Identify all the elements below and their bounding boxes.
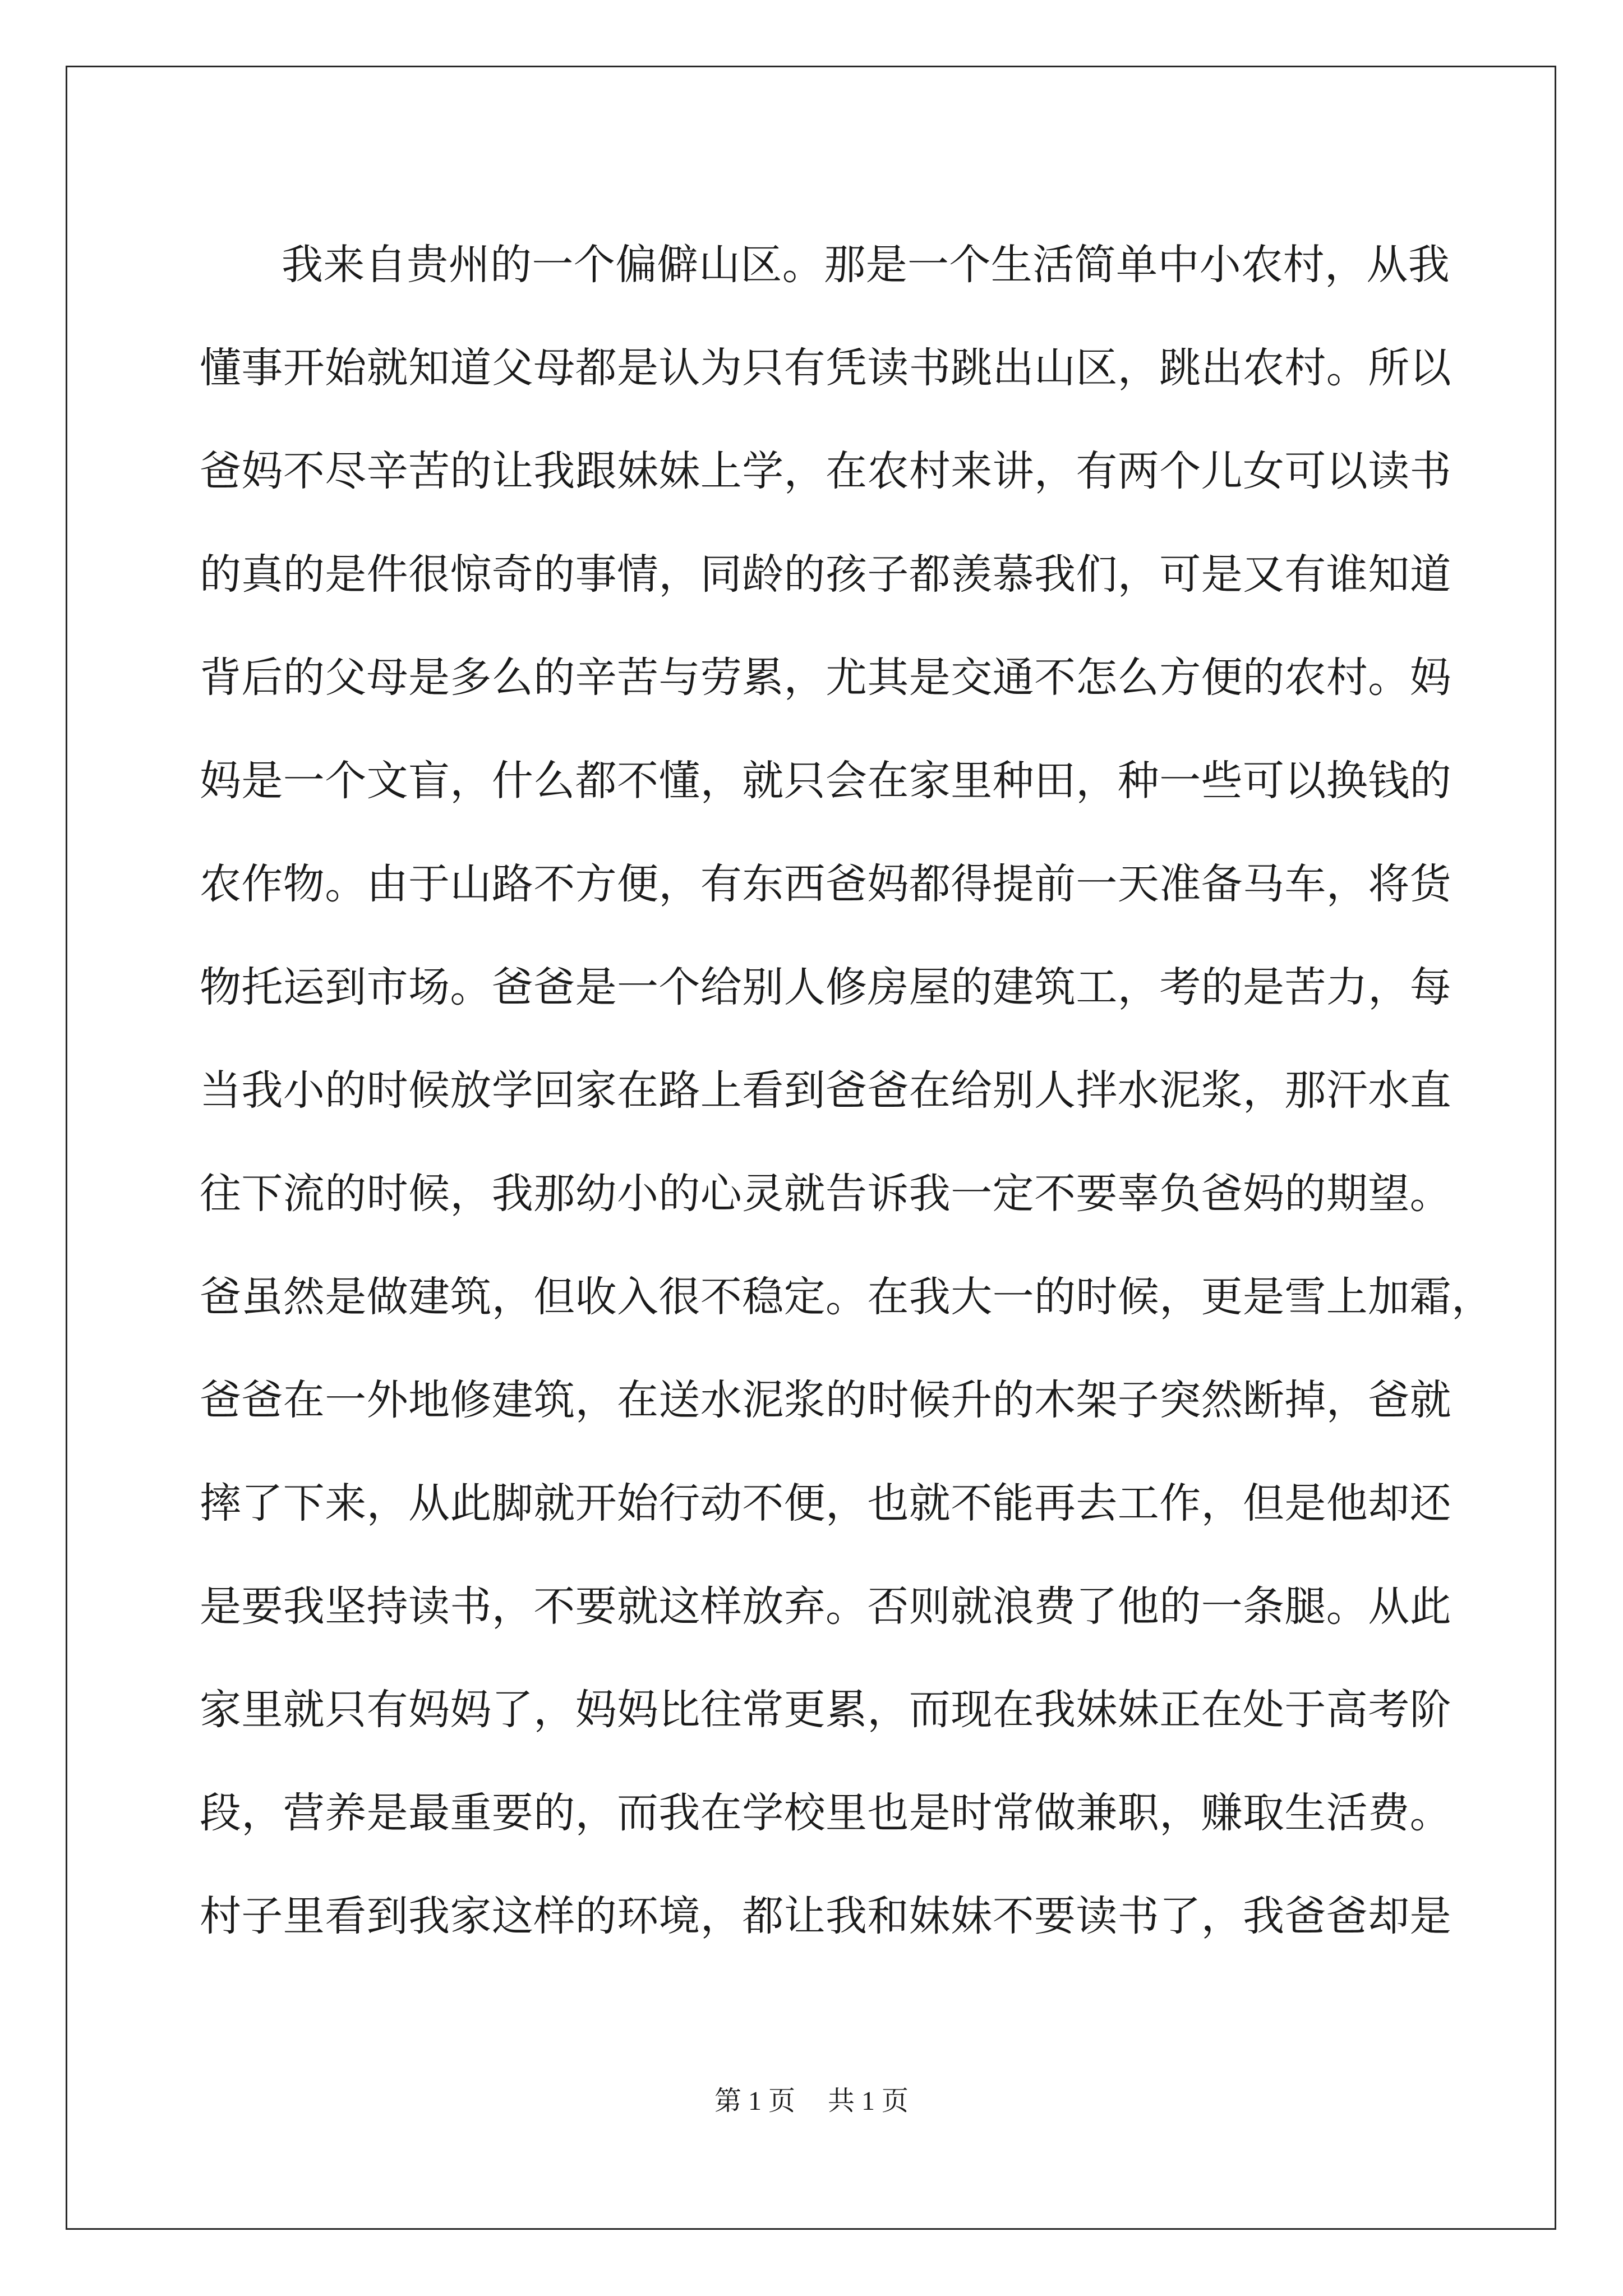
- text-line: 是要我坚持读书，不要就这样放弃。否则就浪费了他的一条腿。从此: [200, 1582, 1451, 1631]
- text-line: 农作物。由于山路不方便，有东西爸妈都得提前一天准备马车，将货: [200, 860, 1451, 908]
- text-line: 懂事开始就知道父母都是认为只有凭读书跳出山区，跳出农村。所以: [200, 344, 1451, 392]
- text-line: 爸爸在一外地修建筑，在送水泥浆的时候升的木架子突然断掉，爸就: [200, 1376, 1451, 1424]
- text-line: 当我小的时候放学回家在路上看到爸爸在给别人拌水泥浆，那汗水直: [200, 1066, 1451, 1115]
- text-line: 村子里看到我家这样的环境，都让我和妹妹不要读书了，我爸爸却是: [200, 1892, 1451, 1940]
- text-line: 往下流的时候，我那幼小的心灵就告诉我一定不要辜负爸妈的期望。: [200, 1170, 1451, 1218]
- text-line: 爸妈不尽辛苦的让我跟妹妹上学，在农村来讲，有两个儿女可以读书: [200, 447, 1451, 495]
- page-number: 第 1 页: [714, 2086, 795, 2116]
- text-line: 我来自贵州的一个偏僻山区。那是一个生活简单中小农村，从我: [282, 241, 1450, 289]
- text-line: 背后的父母是多么的辛苦与劳累，尤其是交通不怎么方便的农村。妈: [200, 654, 1451, 702]
- text-line: 段，营养是最重要的，而我在学校里也是时常做兼职，赚取生活费。: [200, 1789, 1451, 1837]
- text-line: 物托运到市场。爸爸是一个给别人修房屋的建筑工，考的是苦力，每: [200, 963, 1451, 1011]
- text-line: 爸虽然是做建筑，但收入很不稳定。在我大一的时候，更是雪上加霜，: [200, 1273, 1493, 1321]
- document-body: [200, 213, 1493, 1968]
- text-line: 家里就只有妈妈了，妈妈比往常更累，而现在我妹妹正在处于高考阶: [200, 1686, 1451, 1734]
- page-footer: [0, 2085, 1623, 2118]
- page-total: 共 1 页: [828, 2086, 909, 2116]
- text-line: 妈是一个文盲，什么都不懂，就只会在家里种田，种一些可以换钱的: [200, 757, 1451, 805]
- text-line: 摔了下来，从此脚就开始行动不便，也就不能再去工作，但是他却还: [200, 1479, 1451, 1527]
- text-line: 的真的是件很惊奇的事情，同龄的孩子都羡慕我们，可是又有谁知道: [200, 550, 1451, 599]
